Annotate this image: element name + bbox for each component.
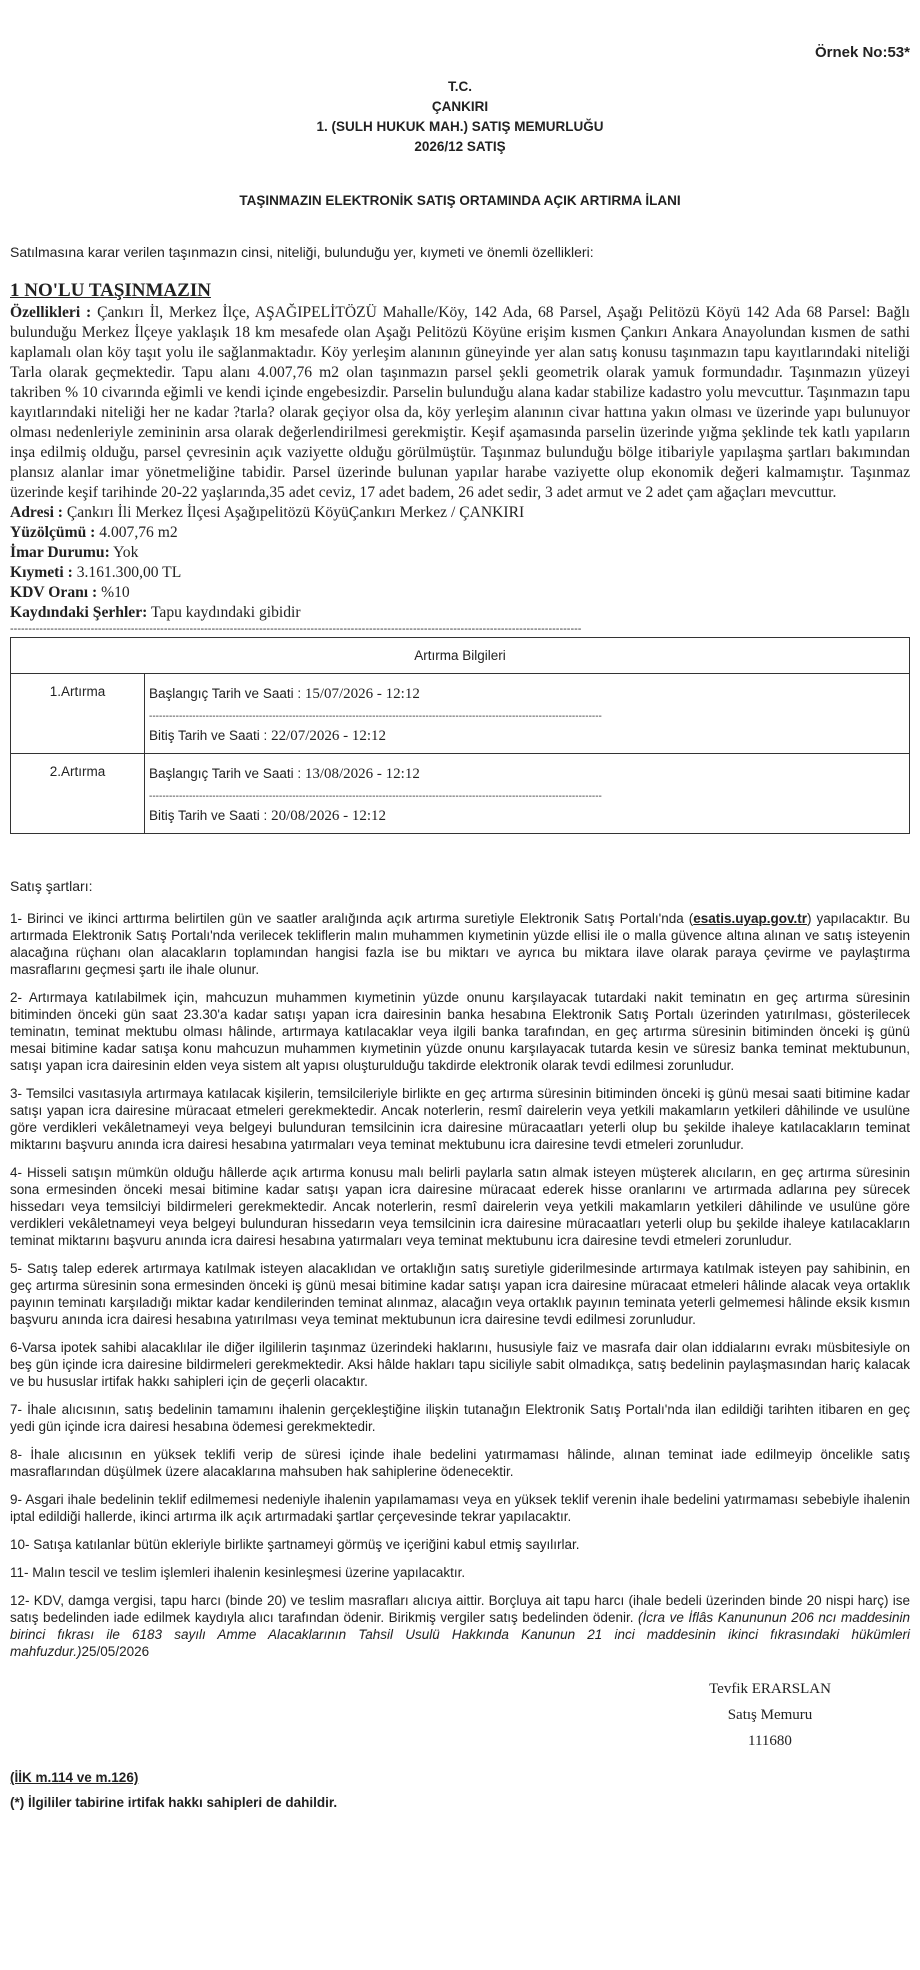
round-label: 2.Artırma [11,754,145,834]
condition-3: 3- Temsilci vasıtasıyla artırmaya katılacak kişilerin, temsilcileriyle birlikte en geç artırma süresinin bitiminden önceki iş günü mesai saati bitimine kadar satışı yapan icra dairesine müracaat etmeleri gerekmektedir. Ancak noterlerin, resmî dairelerin veya yetkili makamların yetkileri dâhilinde ve usulüne göre verdikleri vekâletnameyi veya belgeyi bulunduran temsilcinin icra dairesine müracaatları yeterli olup bu şekilde ihaleye katılacakların teminat miktarını başvuru anında icra dairesi hesabına yatırmaları veya teminat mektubunu icra dairesine tevdi etmeleri zorunludur. [10,1086,910,1152]
round-end [149,728,909,745]
address-value: Çankırı İli Merkez İlçesi Aşağıpelitözü KöyüÇankırı Merkez / ÇANKIRI [63,504,525,521]
start-value: 13/08/2026 - 12:12 [304,766,420,782]
condition-1-pre: 1- Birinci ve ikinci arttırma belirtilen gün ve saatler aralığında açık artırma suretiyle Elektronik Satış Portalı'nda ( [10,911,694,926]
condition-6: 6-Varsa ipotek sahibi alacaklılar ile diğer ilgililerin taşınmaz üzerindeki haklarını, hususiyle faiz ve masrafa dair olan iddialarını evrakı müsbitesiyle on beş gün içinde icra dairesine bildirmeleri gerekmektedir. Aksi hâlde hakları tapu siciliyle sabit olmadıkça, satış bedelinin paylaşmasından hariç kalacak ve bu hususlar irtifak hakkı sahipleri için de geçerli olacaktır. [10,1340,910,1389]
signer-title: Satış Memuru [727,1707,813,1723]
area-label: Yüzölçümü : [10,524,96,541]
property-area [10,523,910,543]
header-line-city: ÇANKIRI [431,99,489,114]
condition-2: 2- Artırmaya katılabilmek için, mahcuzun muhammen kıymetinin yüzde onunu karşılayacak tutardaki nakit teminatın en geç artırma süresinin bitiminden önceki gün saat 23.30'a kadar satışı yapan icra dairesinin banka hesabına Elektronik Satış Portalı üzerinden yatırılması, gösterilecek teminatın, teminat mektubu olması hâlinde, artırmaya katılacaklar veya ilgili banka tarafından, en geç artırma süresinin bitiminden önceki iş günü mesai bitimine kadar satışa konu mahcuzun muhammen kıymetinin yüzde onunu karşılayacak tutarda kesin ve süresiz banka teminat mektubunun, satışı yapan icra dairesinin elden veya sistem alt yapısı oluşturulduğu takdirde elektronik olarak tevdi edilmesi zorunludur. [10,990,910,1073]
conditions-title: Satış şartları: [10,878,93,894]
round-dates [145,754,910,834]
zoning-value: Yok [109,544,139,561]
law-reference: (İİK m.114 ve m.126) [10,1770,139,1785]
condition-8: 8- İhale alıcısının en yüksek teklifi verip de süresi içinde ihale bedelini yatırmaması hâlinde, alınan teminat iade edilmeyip öncelikle satış masraflarından düşülmek üzere alacaklarına mahsuben hak sahiplerine ödenecektir. [10,1447,910,1479]
auction-round-2 [11,754,910,834]
vat-value: %10 [97,584,130,601]
dash-separator: ------------------------------------------------------------------------------------------------------------------------------------------------------------ [10,623,582,635]
vat-label: KDV Oranı : [10,584,98,601]
condition-12 [10,1592,910,1660]
property-vat [10,583,910,603]
condition-4: 4- Hisseli satışın mümkün olduğu hâllerde açık artırma konusu malı belirli paylarla satın almak isteyen müşterek alıcıların, en geç artırma süresinin sona ermesinden önceki mesai bitimine kadar satışı yapan icra dairesine müracaat ederek hisse oranlarını ve artırmada adlarına pey sürecek hissedarı veya temsilciyi bildirmeleri gerekmektedir. Ancak noterlerin, resmî dairelerin veya yetkili makamların yetkileri dâhilinde ve usulüne göre verdikleri vekâletnameyi veya belgeyi bulunduran hissedarın veya temsilcinin icra dairesine müracaatları yeterli olup bu şekilde ihaleye katılacakların teminat miktarını başvuru anında icra dairesi hesabına yatırmaları veya teminat mektubunu icra dairesine tevdi etmeleri zorunludur. [10,1165,910,1248]
round-separator: ---------------------------------------------------------------------------------------------------------------------------------------- [149,791,602,802]
property-value [10,563,910,583]
property-address [10,503,910,523]
records-value: Tapu kaydındaki gibidir [147,604,301,621]
round-end [149,808,909,825]
start-label: Başlangıç Tarih ve Saati : [149,766,305,781]
condition-1 [10,910,910,978]
condition-11: 11- Malın tescil ve teslim işlemleri ihalenin kesinleşmesi üzerine yapılacaktır. [10,1565,466,1580]
end-value: 22/07/2026 - 12:12 [271,728,387,744]
area-value: 4.007,76 m2 [95,524,178,541]
condition-12-law-note: (İcra ve İflâs Kanununun 206 ncı maddesinin birinci fıkrası ile 6183 sayılı Amme Alacaklarının Tahsil Usulü Hakkında Kanunun 21 inci maddesinin ikinci fıkrasındaki hükümleri mahfuzdur.) [10,1610,910,1659]
condition-12-pre: 12- KDV, damga vergisi, tapu harcı (binde 20) ve teslim masrafları alıcıya aittir. Borçluya ait tapu harcı (ihale bedeli üzerinden binde 20 nispi harç) ise satış bedelinden iade edilmek kaydıyla alıcı tarafından ödenir. Birikmiş vergiler satış bedelinden ödenir. [10,1593,910,1625]
round-separator: ---------------------------------------------------------------------------------------------------------------------------------------- [149,711,602,722]
round-label: 1.Artırma [11,674,145,754]
value-label: Kıymeti : [10,564,73,581]
property-zoning [10,543,910,563]
round-start [149,766,909,783]
sample-number: Örnek No:53* [814,44,910,61]
announcement-date: 25/05/2026 [81,1644,150,1659]
records-label: Kaydındaki Şerhler: [10,604,148,621]
property-features [10,303,910,503]
round-dates [145,674,910,754]
auction-round-1 [11,674,910,754]
auction-table [10,637,910,834]
footnote: (*) İlgililer tabirine irtifak hakkı sahipleri de dahildir. [10,1795,338,1810]
condition-10: 10- Satışa katılanlar bütün ekleriyle birlikte şartnameyi görmüş ve içeriğini kabul etmiş sayılırlar. [10,1537,580,1552]
address-label: Adresi : [10,504,63,521]
start-value: 15/07/2026 - 12:12 [304,686,420,702]
condition-9: 9- Asgari ihale bedelinin teklif edilmemesi nedeniyle ihalenin yapılamaması veya en yüksek teklif verenin ihale bedelini yatırmaması sebebiyle ihalenin iptal edildiği hallerde, ikinci artırma ilk açık artırmadaki şartlar çerçevesinde tekrar yapılacaktır. [10,1492,910,1524]
zoning-label: İmar Durumu: [10,544,110,561]
intro-text: Satılmasına karar verilen taşınmazın cinsi, niteliği, bulunduğu yer, kıymeti ve önemli özellikleri: [10,244,594,260]
start-label: Başlangıç Tarih ve Saati : [149,686,305,701]
signature-block [690,1676,850,1754]
condition-1-post: ) yapılacaktır. Bu artırmada Elektronik Satış Portalı'nda verilecek tekliflerin malın muhammen kıymetinin yüzde ellisi ile o malla güvence altına alınan ve satış isteyenin alacağına rüçhanı olan alacakların toplamından hangisi fazla ise bu miktarı ve ayrıca bu miktara ilave olarak paraya çevirme ve paylaştırma masraflarını geçmesi şartı ile ihale olunur. [10,911,910,977]
condition-7: 7- İhale alıcısının, satış bedelinin tamamını ihalenin gerçekleştiğine ilişkin tutanağın Elektronik Satış Portalı'nda ilan edildiği tarihten itibaren en geç yedi gün içinde icra dairesi hesabına ödemesi gerekmektedir. [10,1402,910,1434]
esatis-link[interactable]: esatis.uyap.gov.tr [693,911,807,926]
property-title: 1 NO'LU TAŞINMAZIN [10,280,211,301]
announcement-title: TAŞINMAZIN ELEKTRONİK SATIŞ ORTAMINDA AÇIK ARTIRMA İLANI [239,193,681,208]
property-records [10,603,910,623]
document-header [10,77,910,157]
features-text: Çankırı İl, Merkez İlçe, AŞAĞIPELİTÖZÜ Mahalle/Köy, 142 Ada, 68 Parsel, Aşağı Pelitözü Köyü 142 Ada 68 Parsel: Bağlı bulunduğu Merkez İlçeye yaklaşık 18 km mesafede olan Aşağı Pelitözü Köyüne erişim kısmen Çankırı Ankara Anayolundan kısmen de sathi kaplamalı olan köy taşıt yolu ile sağlanmaktadır. Köy yerleşim alanının güneyinde yer alan satış konusu taşınmazın tapu kayıtlarındaki niteliği Tarla olarak geçmektedir. Tapu alanı 4.007,76 m2 olan taşınmazın parsel şekli geometrik olarak yamuk formundadır. Taşınmazın yüzeyi takriben % 10 civarında eğimli ve kendi içinde engebesizdir. Parselin bulunduğu alana kadar stabilize kadastro yolu mevcuttur. Taşınmazın tapu kayıtlarındaki niteliği her ne kadar ?tarla? olarak geçiyor olsa da, köy yerleşim alanının civar hattına yakın olması ve üzerinde yapı bulunuyor olması nedenleriyle zemininin arsa olarak değerlendirilmesi gerekmiştir. Keşif aşamasında parselin üzerinde yığma şeklinde tek katlı yapıların inşa edilmiş olduğu, parsel çevresinin açık vaziyette olduğu görülmüştür. Taşınmaz bulunduğu bölge itibariyle yapılaşma şartları bakımından plansız alanlar imar yönetmeliğine tabidir. Parsel üzerinde bulunan yapılar harabe vaziyette olup ekonomik değeri kalmamıştır. Taşınmaz üzerinde keşif tarihinde 20-22 yaşlarında,35 adet ceviz, 17 adet badem, 26 adet sedir, 3 adet armut ve 2 adet çam ağaçları mevcuttur. [10,304,910,501]
header-line-file: 2026/12 SATIŞ [414,139,506,154]
end-value: 20/08/2026 - 12:12 [271,808,387,824]
header-line-office: 1. (SULH HUKUK MAH.) SATIŞ MEMURLUĞU [316,119,604,134]
signer-name: Tevfik ERARSLAN [709,1681,831,1697]
header-line-tc: T.C. [447,79,472,94]
value-amount: 3.161.300,00 TL [72,564,182,581]
end-label: Bitiş Tarih ve Saati : [149,808,272,823]
features-label: Özellikleri : [10,304,92,321]
auction-table-title: Artırma Bilgileri [11,638,910,674]
signer-number: 111680 [748,1733,792,1749]
round-start [149,686,909,703]
end-label: Bitiş Tarih ve Saati : [149,728,272,743]
condition-5: 5- Satış talep ederek artırmaya katılmak isteyen alacaklıdan ve ortaklığın satış suretiyle giderilmesinde artırmaya katılmak isteyen pay sahibinin, en geç artırma süresinin sona ermesinden önceki iş günü mesai bitimine kadar satışı yapan icra dairesine müracaat etmeleri hâlinde alacak veya ortaklık payının teminatı karşıladığı miktar kadar kendilerinden teminat alınmaz, alacağın veya ortaklık payının teminata yeterli gelmemesi hâlinde eksik kısmın başvuru anında icra dairesi hesabına yatırılması veya teminat mektubunun icra dairesine tevdi edilmesi zorunludur. [10,1261,910,1327]
